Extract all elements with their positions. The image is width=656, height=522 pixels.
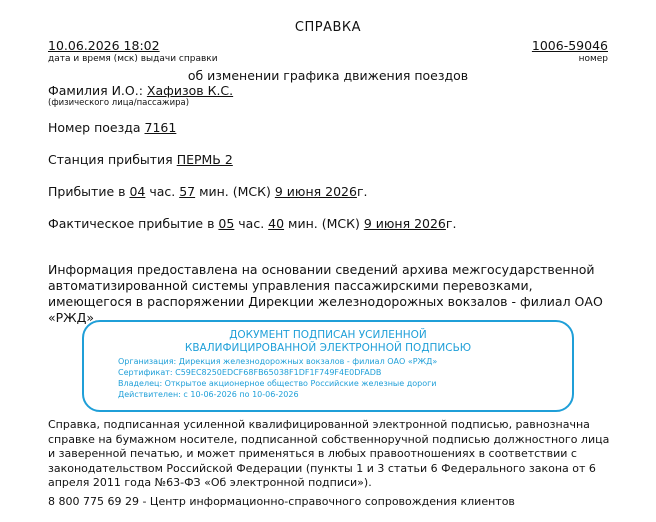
passenger-name-line [48,83,233,98]
arrival-hours: 04 [129,184,146,199]
actual-arrival-minutes: 40 [268,216,285,231]
arrival-label: Прибытие в [48,184,130,199]
station-label: Станция прибытия [48,152,177,167]
arrival-line [48,184,367,199]
support-phone-line: 8 800 775 69 29 - Центр информационно-справочного сопровождения клиентов [48,495,515,508]
stamp-heading-line1: ДОКУМЕНТ ПОДПИСАН УСИЛЕННОЙ [229,329,427,341]
station-line [48,152,233,167]
document-number: 1006-59046 [531,38,608,53]
train-number-line [48,120,176,135]
document-subject: об изменении графика движения поездов [187,68,469,83]
passenger-name: Хафизов К.С. [146,83,234,98]
info-paragraph: Информация предоставлена на основании сведений архива межгосударственной автоматизированной системы управления пассажирскими перевозками, имеющегося в распоряжении Дирекции железнодорожных вокзалов - филиал ОАО «РЖД». [48,262,603,325]
stamp-heading-line2: КВАЛИФИЦИРОВАННОЙ ЭЛЕКТРОННОЙ ПОДПИСЬЮ [184,342,472,354]
stamp-validity: Действителен: с 10-06-2026 по 10-06-2026 [118,390,299,399]
station-name: ПЕРМЬ 2 [176,152,233,167]
arrival-minutes-suffix: мин. (МСК) [195,184,275,199]
issue-datetime: 10.06.2026 18:02 [48,38,160,53]
passenger-name-caption: (физического лица/пассажира) [48,98,190,108]
actual-arrival-date-suffix: г. [445,216,457,231]
arrival-date: 9 июня 2026 [274,184,357,199]
issue-datetime-caption: дата и время (мск) выдачи справки [48,54,218,64]
passenger-name-label: Фамилия И.О.: [48,83,147,98]
train-number: 7161 [144,120,177,135]
actual-arrival-label: Фактическое прибытие в [48,216,219,231]
electronic-signature-stamp [82,320,574,412]
stamp-certificate: Сертификат: C59EC8250EDCF68FB65038F1DF1F749F4E0DFADB [118,368,382,377]
actual-arrival-hours-suffix: час. [234,216,269,231]
arrival-hours-suffix: час. [145,184,180,199]
train-number-label: Номер поезда [48,120,145,135]
document-title: СПРАВКА [294,20,362,35]
document-number-caption: номер [578,54,608,64]
actual-arrival-hours: 05 [218,216,235,231]
stamp-organization: Организация: Дирекция железнодорожных вокзалов - филиал ОАО «РЖД» [118,357,438,366]
actual-arrival-minutes-suffix: мин. (МСК) [284,216,364,231]
legal-notice: Справка, подписанная усиленной квалифицированной электронной подписью, равнозначна справке на бумажном носителе, подписанной собственноручной подписью должностного лица и заверенной печатью, и может применяться в любых правоотношениях в соответствии с законодательством Российской Федерации (пункты 1 и 3 статьи 6 Федерального закона от 6 апреля 2011 года №63-ФЗ «Об электронной подписи»). [48,418,610,489]
arrival-minutes: 57 [179,184,196,199]
arrival-date-suffix: г. [356,184,368,199]
stamp-owner: Владелец: Открытое акционерное общество Российские железные дороги [118,379,437,388]
actual-arrival-line [48,216,456,231]
actual-arrival-date: 9 июня 2026 [363,216,446,231]
